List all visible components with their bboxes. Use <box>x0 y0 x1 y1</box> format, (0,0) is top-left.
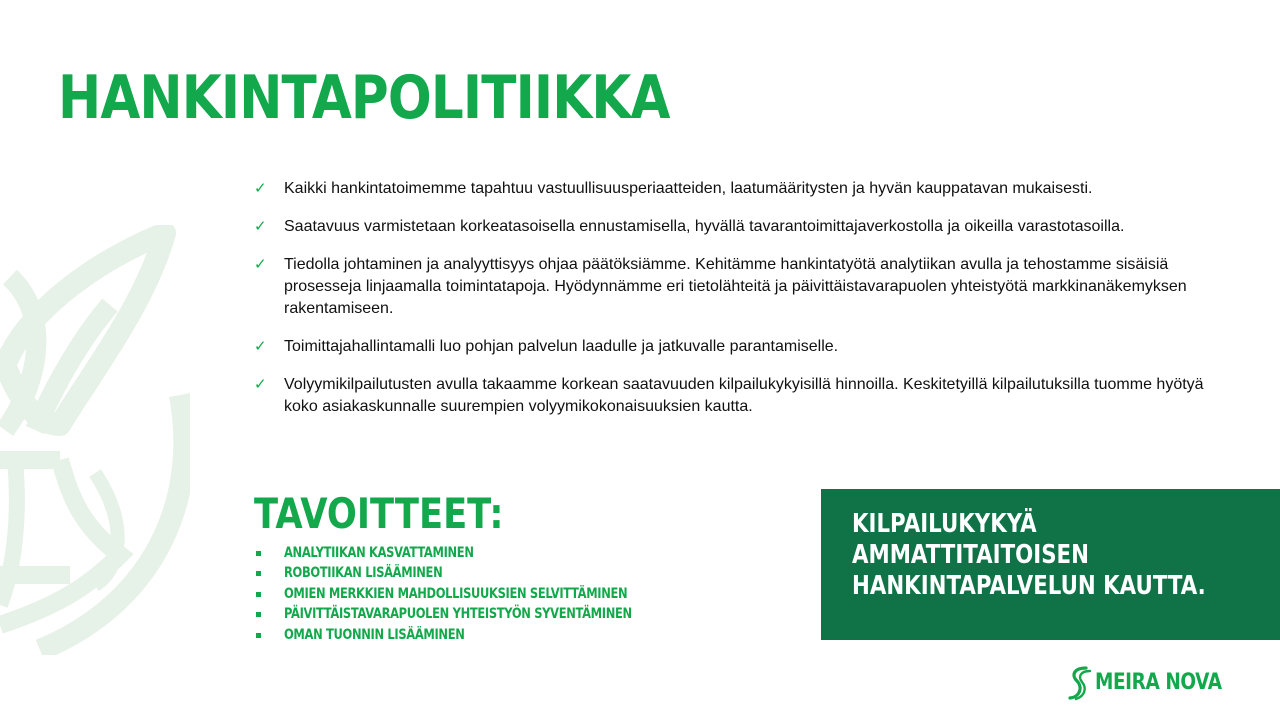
square-bullet-icon <box>256 551 261 556</box>
square-bullet-icon <box>256 592 261 597</box>
callout-line-2: AMMATTITAITOISEN <box>852 540 1089 570</box>
goals-heading: TAVOITTEET: <box>254 489 504 538</box>
goal-item <box>254 584 708 604</box>
list-item <box>254 216 1214 238</box>
callout-text <box>852 509 1246 602</box>
list-item <box>254 254 1214 320</box>
goal-text: ROBOTIIKAN LISÄÄMINEN <box>284 565 443 582</box>
meira-nova-logo <box>1066 665 1236 701</box>
check-icon: ✓ <box>254 180 267 197</box>
bullet-text: Kaikki hankintatoimemme tapahtuu vastuullisuusperiaatteiden, laatumääritysten ja hyvän kauppatavan mukaisesti. <box>284 180 1093 197</box>
callout-box <box>821 489 1280 640</box>
bullet-text: Toimittajahallintamalli luo pohjan palvelun laadulle ja jatkuvalle parantamiselle. <box>284 338 839 355</box>
list-item <box>254 336 1214 358</box>
goal-text: ANALYTIIKAN KASVATTAMINEN <box>284 545 474 561</box>
meira-nova-s-icon <box>1066 665 1092 701</box>
goal-item <box>254 604 708 624</box>
callout-line-1: KILPAILUKYKYÄ <box>852 509 1037 539</box>
list-item <box>254 178 1214 200</box>
check-icon: ✓ <box>254 256 267 273</box>
square-bullet-icon <box>256 612 261 617</box>
square-bullet-icon <box>256 571 261 576</box>
callout-line-3: HANKINTAPALVELUN KAUTTA. <box>852 571 1206 601</box>
goal-text: OMIEN MERKKIEN MAHDOLLISUUKSIEN SELVITTÄMINEN <box>284 585 628 602</box>
goal-item <box>254 625 708 645</box>
decorative-leaf-icon <box>0 225 190 655</box>
check-icon: ✓ <box>254 218 267 235</box>
goal-text: OMAN TUONNIN LISÄÄMINEN <box>284 626 465 643</box>
policy-bullet-list <box>254 178 1214 434</box>
goals-list <box>254 543 708 645</box>
bullet-text: Saatavuus varmistetaan korkeatasoisella ennustamisella, hyvällä tavarantoimittajaverkostolla ja oikeilla varastotasoilla. <box>284 218 1125 235</box>
goal-item <box>254 563 708 583</box>
check-icon: ✓ <box>254 338 267 355</box>
square-bullet-icon <box>256 633 261 638</box>
list-item <box>254 374 1214 418</box>
logo-text: MEIRA NOVA <box>1095 670 1222 695</box>
check-icon: ✓ <box>254 376 267 393</box>
bullet-text: Volyymikilpailutusten avulla takaamme korkean saatavuuden kilpailukykyisillä hinnoilla. Keskitetyillä kilpailutuksilla tuomme hyötyä koko asiakaskunnalle suurempien volyymikokonaisuuksien kautta. <box>284 376 1204 415</box>
page-title: HANKINTAPOLITIIKKA <box>58 63 670 133</box>
goal-text: PÄIVITTÄISTAVARAPUOLEN YHTEISTYÖN SYVENTÄMINEN <box>284 606 632 623</box>
bullet-text: Tiedolla johtaminen ja analyyttisyys ohjaa päätöksiämme. Kehitämme hankintatyötä analytiikan avulla ja tehostamme sisäisiä prosesseja linjaamalla toimintatapoja. Hyödynnämme eri tietolähteitä ja päivittäistavarapuolen yhteistyötä markkinanäkemyksen rakentamiseen. <box>284 256 1187 317</box>
goal-item <box>254 543 708 563</box>
